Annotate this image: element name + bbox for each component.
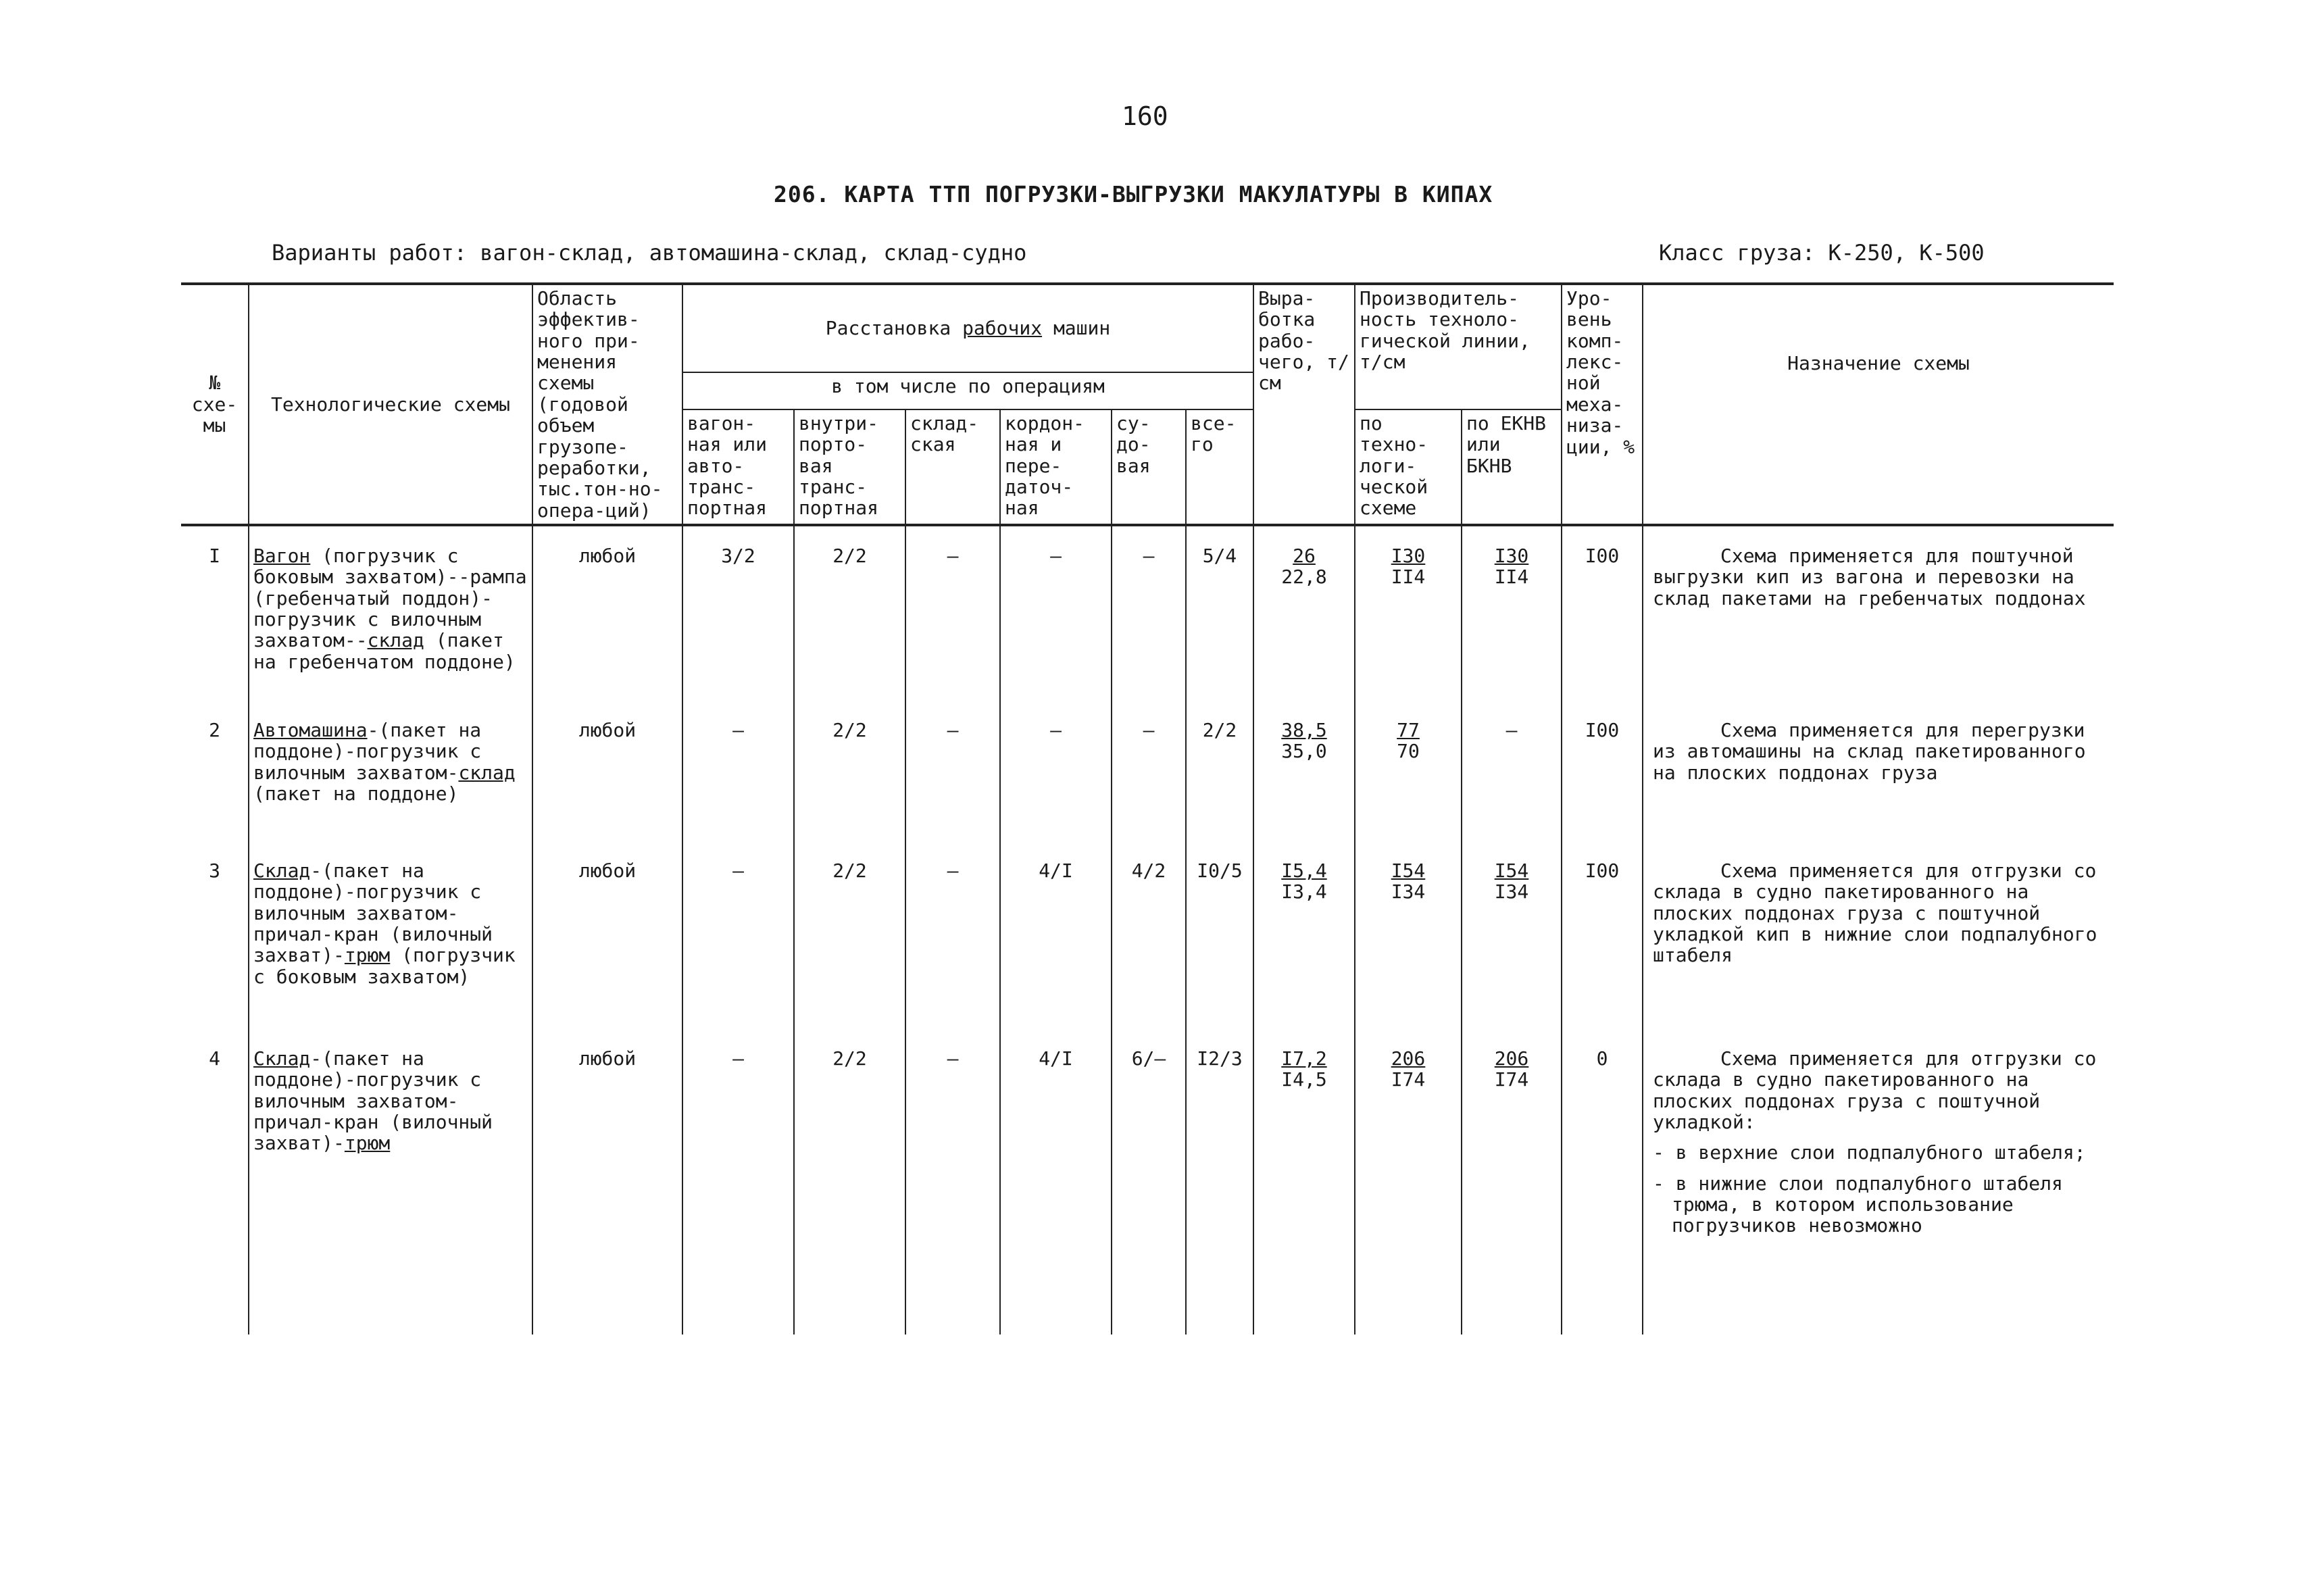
tech-numerator: I30 (1391, 544, 1426, 567)
purpose-bullet: - в нижние слои подпалубного штабеля трюма, в котором использование погрузчиков невозможно (1653, 1172, 2063, 1237)
table-row (181, 717, 2114, 857)
worker-output (1253, 857, 1355, 1045)
tech-start: Склад (253, 1047, 311, 1070)
scheme-purpose (1643, 525, 2114, 717)
ship-ops: – (1112, 525, 1186, 717)
output-numerator: 38,5 (1281, 718, 1327, 741)
tech-mid: -(пакет на поддоне)-погрузчик с вилочным захватом- (253, 718, 482, 784)
purpose-text: Схема применяется для отгрузки со склада в судно пакетированного на плоских поддонах груза с поштучной укладкой: (1653, 1047, 2097, 1134)
tech-mid: -(пакет на поддоне)-погрузчик с вилочным захватом-причал-кран (вилочный захват)- (253, 1047, 493, 1155)
inner-ops: 2/2 (794, 1045, 905, 1335)
header-wagon-transport: вагон-ная или авто-транс-портная (682, 409, 794, 525)
total-ops: 5/4 (1186, 525, 1253, 717)
application-area: любой (532, 525, 682, 717)
tech-denominator: I74 (1391, 1068, 1426, 1091)
inner-ops: 2/2 (794, 717, 905, 857)
tech-denominator: II4 (1391, 566, 1426, 589)
productivity-eknv (1462, 525, 1562, 717)
mechanization-level: I00 (1562, 525, 1643, 717)
productivity-tech (1355, 525, 1462, 717)
tech-scheme (249, 857, 532, 1045)
tech-numerator: 77 (1397, 718, 1420, 741)
header-worker-output: Выра-ботка рабо-чего, т/см (1253, 284, 1355, 525)
tech-start: Вагон (253, 544, 311, 567)
table-body (181, 525, 2114, 1335)
header-storage: склад-ская (905, 409, 1000, 525)
mechanization-level: I00 (1562, 717, 1643, 857)
header-tech-schemes: Технологические схемы (249, 284, 532, 525)
scheme-number: 3 (181, 857, 249, 1045)
tech-end: склад (458, 761, 516, 784)
eknv-numerator: I30 (1494, 544, 1529, 567)
ship-ops: – (1112, 717, 1186, 857)
purpose-bullet: - в верхние слои подпалубного штабеля; (1653, 1141, 2086, 1164)
application-area: любой (532, 857, 682, 1045)
scheme-number: I (181, 525, 249, 717)
header-cordon-transfer: кордон-ная и пере-даточ-ная (1000, 409, 1112, 525)
tech-numerator: 206 (1391, 1047, 1426, 1070)
wagon-ops: – (682, 1045, 794, 1335)
tech-tail: (пакет на поддоне) (253, 782, 459, 805)
cordon-ops: – (1000, 525, 1112, 717)
total-ops: 2/2 (1186, 717, 1253, 857)
cordon-ops: 4/I (1000, 1045, 1112, 1335)
ship-ops: 6/– (1112, 1045, 1186, 1335)
worker-output (1253, 717, 1355, 857)
productivity-tech (1355, 857, 1462, 1045)
mechanization-level: 0 (1562, 1045, 1643, 1335)
scheme-number: 2 (181, 717, 249, 857)
productivity-eknv (1462, 717, 1562, 857)
header-scheme-purpose: Назначение схемы (1643, 284, 2114, 525)
header-inner-port: внутри-порто-вая транс-портная (794, 409, 905, 525)
header-placement-underlined: рабочих (962, 317, 1043, 340)
worker-output (1253, 1045, 1355, 1335)
work-variants: Варианты работ: вагон-склад, автомашина-склад, склад-судно (272, 240, 1027, 266)
tech-tail: (пакет на гребенчатом поддоне) (253, 629, 516, 673)
header-application-area: Область эффектив-ного при-менения схемы (годовой объем грузопе-реработки, тыс.тон-но-опера-ций) (532, 284, 682, 525)
header-placement-suffix: машин (1053, 317, 1111, 340)
cordon-ops: – (1000, 717, 1112, 857)
productivity-tech (1355, 717, 1462, 857)
tech-mid: -(пакет на поддоне)-погрузчик с вилочным захватом-причал-кран (вилочный захват)- (253, 859, 493, 967)
inner-ops: 2/2 (794, 525, 905, 717)
eknv-numerator: I54 (1494, 859, 1529, 882)
storage-ops: – (905, 1045, 1000, 1335)
tech-denominator: 70 (1397, 740, 1420, 763)
wagon-ops: – (682, 857, 794, 1045)
tech-end: трюм (344, 1132, 391, 1155)
eknv-denominator: I74 (1494, 1068, 1529, 1091)
worker-output (1253, 525, 1355, 717)
page-title: 206. КАРТА ТТП ПОГРУЗКИ-ВЫГРУЗКИ МАКУЛАТУРЫ В КИПАХ (774, 181, 1493, 207)
purpose-text: Схема применяется для перегрузки из автомашины на склад пакетированного на плоских поддонах груза (1653, 718, 2086, 784)
tech-scheme (249, 717, 532, 857)
wagon-ops: 3/2 (682, 525, 794, 717)
storage-ops: – (905, 717, 1000, 857)
inner-ops: 2/2 (794, 857, 905, 1045)
tech-scheme (249, 1045, 532, 1335)
purpose-bullets (1653, 1142, 2110, 1236)
table-row (181, 525, 2114, 717)
tech-start: Автомашина (253, 718, 368, 741)
ship-ops: 4/2 (1112, 857, 1186, 1045)
output-denominator: I3,4 (1281, 880, 1327, 903)
storage-ops: – (905, 525, 1000, 717)
mechanization-level: I00 (1562, 857, 1643, 1045)
table-row (181, 1045, 2114, 1335)
purpose-text: Схема применяется для отгрузки со склада в судно пакетированного на плоских поддонах груза с поштучной укладкой кип в нижние слои подпалубного штабеля (1653, 859, 2097, 967)
header-by-eknv: по ЕКНВ или БКНВ (1462, 409, 1562, 525)
productivity-tech (1355, 1045, 1462, 1335)
total-ops: I0/5 (1186, 857, 1253, 1045)
header-machine-placement (682, 284, 1253, 372)
output-numerator: 26 (1293, 544, 1316, 567)
scheme-purpose (1643, 1045, 2114, 1335)
storage-ops: – (905, 857, 1000, 1045)
productivity-eknv (1462, 857, 1562, 1045)
output-numerator: I7,2 (1281, 1047, 1327, 1070)
eknv-denominator: I34 (1494, 880, 1529, 903)
tech-start: Склад (253, 859, 311, 882)
scheme-number: 4 (181, 1045, 249, 1335)
header-placement-prefix: Расстановка (825, 317, 951, 340)
table-row (181, 857, 2114, 1045)
output-denominator: I4,5 (1281, 1068, 1327, 1091)
wagon-ops: – (682, 717, 794, 857)
output-numerator: I5,4 (1281, 859, 1327, 882)
tech-numerator: I54 (1391, 859, 1426, 882)
tech-denominator: I34 (1391, 880, 1426, 903)
header-by-operations: в том числе по операциям (682, 372, 1253, 409)
tech-end: склад (367, 629, 424, 652)
eknv-denominator: II4 (1494, 566, 1529, 589)
eknv-numerator: 206 (1494, 1047, 1529, 1070)
cargo-class: Класс груза: К-250, К-500 (1659, 240, 1985, 266)
tech-mid: (погрузчик с боковым захватом)--рампа (гребенчатый поддон)-погрузчик с вилочным захватом-- (253, 544, 527, 652)
tech-scheme (249, 525, 532, 717)
table-header (181, 284, 2114, 525)
application-area: любой (532, 717, 682, 857)
header-total: все-го (1186, 409, 1253, 525)
tech-tail: (погрузчик с боковым захватом) (253, 944, 516, 988)
technology-map-table (181, 282, 2114, 1335)
header-ship: су-до-вая (1112, 409, 1186, 525)
productivity-eknv (1462, 1045, 1562, 1335)
output-denominator: 35,0 (1281, 740, 1327, 763)
eknv-numerator: – (1505, 718, 1518, 741)
cordon-ops: 4/I (1000, 857, 1112, 1045)
header-by-tech-scheme: по техно-логи-ческой схеме (1355, 409, 1462, 525)
scheme-purpose (1643, 857, 2114, 1045)
total-ops: I2/3 (1186, 1045, 1253, 1335)
page-number: 160 (1122, 101, 1168, 131)
output-denominator: 22,8 (1281, 566, 1327, 589)
header-mechanization-level: Уро-вень комп-лекс-ной меха-низа-ции, % (1562, 284, 1643, 525)
header-line-productivity: Производитель-ность техноло-гической линии, т/см (1355, 284, 1562, 409)
scheme-purpose (1643, 717, 2114, 857)
purpose-text: Схема применяется для поштучной выгрузки кип из вагона и перевозки на склад пакетами на гребенчатых поддонах (1653, 544, 2086, 609)
tech-end: трюм (344, 944, 391, 967)
header-scheme-number: № схе-мы (181, 284, 249, 525)
application-area: любой (532, 1045, 682, 1335)
